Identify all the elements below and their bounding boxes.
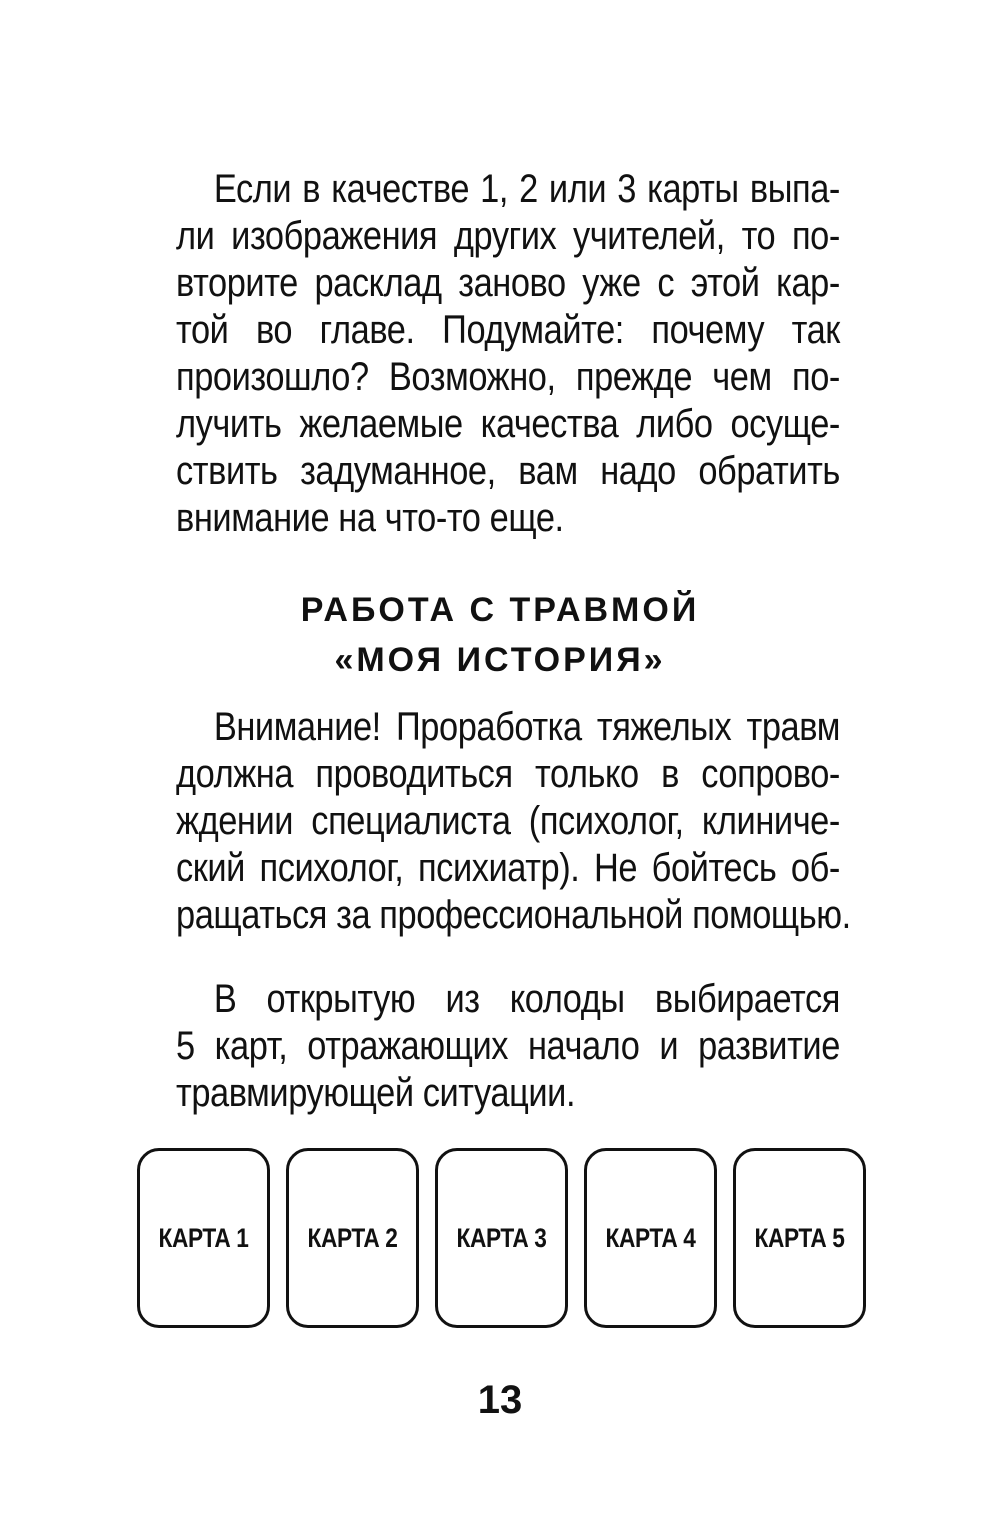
text-line: ждении специалиста (психолог, клиниче- bbox=[176, 799, 840, 843]
card-label: КАРТА 1 bbox=[158, 1222, 249, 1253]
text-line: Если в качестве 1, 2 или 3 карты выпа- bbox=[213, 167, 840, 211]
section-heading bbox=[0, 585, 1000, 685]
card-label: КАРТА 5 bbox=[754, 1222, 845, 1253]
text-line: Внимание! Проработка тяжелых травм bbox=[213, 705, 840, 749]
card-label: КАРТА 2 bbox=[307, 1222, 398, 1253]
text-line: той во главе. Подумайте: почему так bbox=[176, 308, 840, 352]
card-label: КАРТА 3 bbox=[456, 1222, 547, 1253]
card-label: КАРТА 4 bbox=[605, 1222, 696, 1253]
text-line: внимание на что-то еще. bbox=[176, 496, 564, 540]
paragraph-warning bbox=[176, 704, 851, 939]
card-slot-5 bbox=[733, 1148, 866, 1328]
text-line: вторите расклад заново уже с этой кар- bbox=[176, 261, 840, 305]
section-heading-line1: РАБОТА С ТРАВМОЙ bbox=[300, 591, 700, 629]
paragraph-teachers bbox=[176, 166, 840, 542]
page-number: 13 bbox=[477, 1378, 523, 1422]
section-heading-line2: «МОЯ ИСТОРИЯ» bbox=[334, 641, 666, 679]
card-slot-3 bbox=[435, 1148, 568, 1328]
card-slot-1 bbox=[137, 1148, 270, 1328]
card-spread-diagram bbox=[137, 1148, 870, 1332]
text-line: 5 карт, отражающих начало и развитие bbox=[176, 1024, 840, 1068]
text-line: ращаться за профессиональной помощью. bbox=[176, 893, 851, 937]
card-slot-2 bbox=[286, 1148, 419, 1328]
text-line: лучить желаемые качества либо осуще- bbox=[176, 402, 840, 446]
text-line: ли изображения других учителей, то по- bbox=[176, 214, 840, 258]
text-line: В открытую из колоды выбирается bbox=[213, 977, 840, 1021]
text-line: ствить задуманное, вам надо обратить bbox=[176, 449, 840, 493]
text-line: травмирующей ситуации. bbox=[176, 1071, 576, 1115]
card-slot-4 bbox=[584, 1148, 717, 1328]
paragraph-instructions bbox=[176, 976, 840, 1117]
text-line: произошло? Возможно, прежде чем по- bbox=[176, 355, 840, 399]
text-line: должна проводиться только в сопрово- bbox=[176, 752, 840, 796]
text-line: ский психолог, психиатр). Не бойтесь об- bbox=[176, 846, 840, 890]
